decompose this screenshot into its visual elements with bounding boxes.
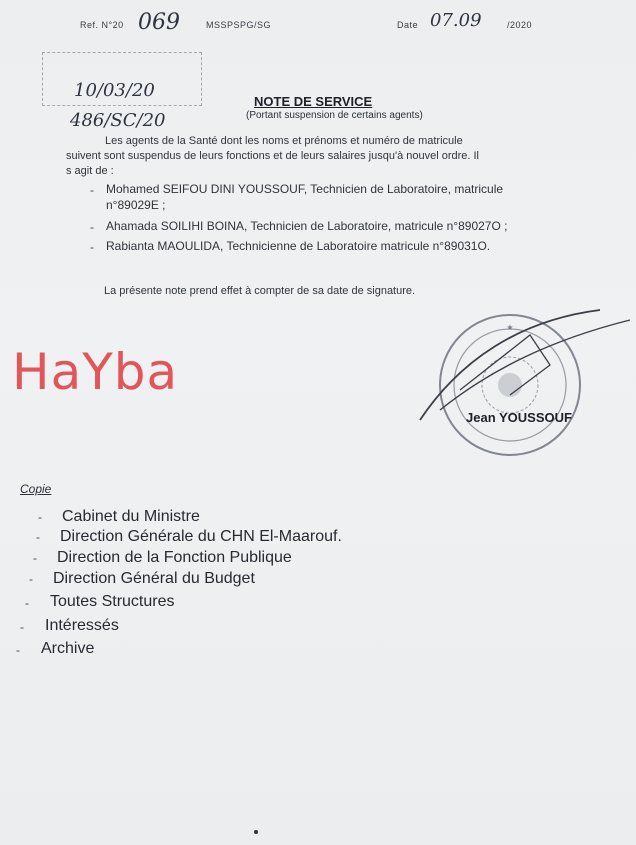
intro-line-2: suivent sont suspendus de leurs fonctions et de leurs salaires jusqu'à nouvel ordre. Il	[66, 150, 480, 162]
copie-item: Intéressés	[45, 617, 119, 634]
svg-text:★: ★	[506, 323, 514, 332]
date-value: 07.09	[430, 10, 482, 31]
copie-dash: -	[20, 620, 24, 634]
copie-item: Cabinet du Ministre	[62, 508, 200, 525]
note-title: NOTE DE SERVICE	[254, 94, 373, 109]
copie-dash: -	[38, 510, 42, 524]
intro-line-3: s agit de :	[66, 165, 114, 177]
copie-dash: -	[25, 596, 29, 610]
closing-line: La présente note prend effet à compter de sa date de signature.	[104, 285, 416, 297]
agent-dash: -	[90, 183, 94, 197]
copie-label: Copie	[20, 482, 52, 496]
copie-item: Direction Générale du CHN El-Maarouf.	[60, 528, 342, 545]
agent-1-line-2: n°89029E ;	[106, 198, 166, 212]
stamp-number: 486/SC/20	[70, 110, 166, 131]
agent-3-line-1: Rabianta MAOULIDA, Technicienne de Laboratoire matricule n°89031O.	[106, 239, 491, 253]
copie-dash: -	[36, 530, 40, 544]
copie-dash: -	[33, 551, 37, 565]
agent-1-line-1: Mohamed SEIFOU DINI YOUSSOUF, Technicien de Laboratoire, matricule	[106, 182, 504, 196]
agent-dash: -	[90, 240, 94, 254]
agent-dash: -	[90, 220, 94, 234]
ref-number: 069	[138, 10, 180, 35]
agent-2-line-1: Ahamada SOILIHI BOINA, Technicien de Laboratoire, matricule n°89027O ;	[106, 219, 508, 233]
copie-dash: -	[16, 643, 20, 657]
note-subtitle: (Portant suspension de certains agents)	[246, 110, 423, 121]
copie-item: Toutes Structures	[50, 593, 175, 610]
copie-item: Archive	[41, 640, 95, 657]
copie-item: Direction Général du Budget	[53, 570, 255, 587]
signatory-name: Jean YOUSSOUF	[466, 410, 572, 425]
date-label: Date	[397, 20, 419, 30]
official-seal	[400, 300, 636, 470]
ref-prefix: Ref. N°20	[80, 20, 124, 30]
ink-dot	[254, 830, 258, 834]
date-year: /2020	[507, 20, 533, 30]
stamp-date: 10/03/20	[74, 80, 155, 101]
intro-line-1: Les agents de la Santé dont les noms et prénoms et numéro de matricule	[105, 135, 463, 147]
ref-suffix: MSSPSPG/SG	[206, 20, 272, 30]
copie-dash: -	[29, 572, 33, 586]
watermark-text: HaYba	[12, 343, 179, 401]
copie-item: Direction de la Fonction Publique	[57, 549, 292, 566]
